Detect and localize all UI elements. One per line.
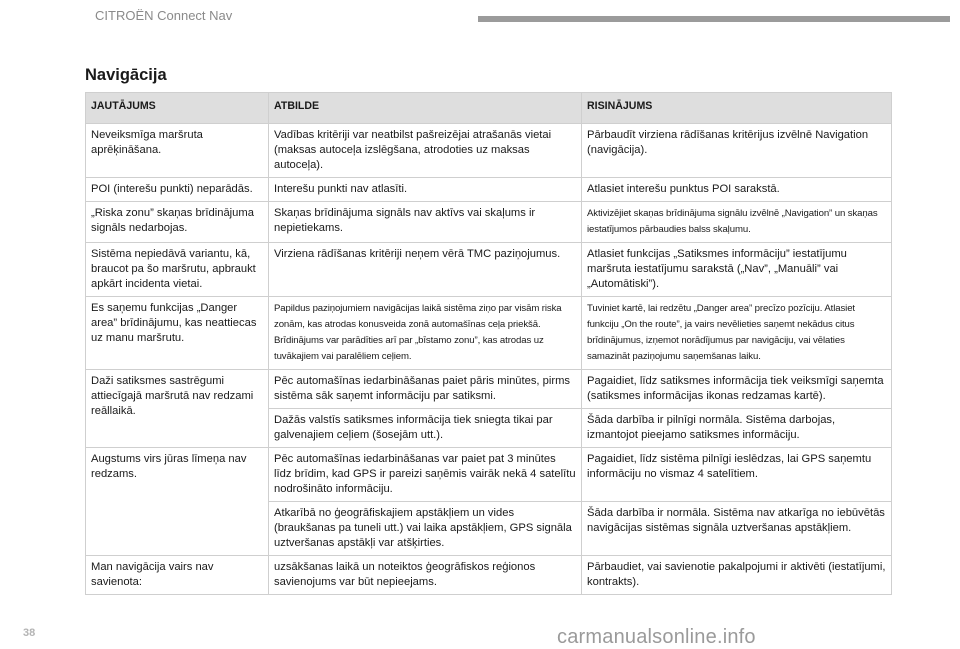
answer-cell: Interešu punkti nav atlasīti. bbox=[269, 178, 582, 202]
table-row bbox=[86, 202, 892, 243]
question-cell: „Riska zonu” skaņas brīdinājuma signāls nedarbojas. bbox=[86, 202, 269, 243]
column-header-solution: RISINĀJUMS bbox=[582, 93, 892, 124]
column-header-answer: ATBILDE bbox=[269, 93, 582, 124]
question-cell: Man navigācija vairs nav savienota: bbox=[86, 556, 269, 595]
question-cell: POI (interešu punkti) neparādās. bbox=[86, 178, 269, 202]
document-header-title: CITROËN Connect Nav bbox=[95, 8, 233, 23]
answer-cell: uzsākšanas laikā un noteiktos ģeogrāfiskos reģionos savienojums var būt nepieejams. bbox=[269, 556, 582, 595]
solution-cell: Atlasiet funkcijas „Satiksmes informāciju” iestatījumu maršruta iestatījumu sarakstā („Nav”, „Manuāli” vai „Automātiski”). bbox=[582, 243, 892, 297]
answer-cell: Vadības kritēriji var neatbilst pašreizējai atrašanās vietai (maksas autoceļa izslēgšana, atrodoties uz maksas autoceļa). bbox=[269, 124, 582, 178]
question-cell: Daži satiksmes sastrēgumi attiecīgajā maršrutā nav redzami reāllaikā. bbox=[86, 370, 269, 448]
question-cell: Sistēma nepiedāvā variantu, kā, braucot pa šo maršrutu, apbraukt apkārt incidenta vietai. bbox=[86, 243, 269, 297]
section-title: Navigācija bbox=[85, 66, 167, 84]
solution-cell: Pagaidiet, līdz satiksmes informācija tiek veiksmīgi saņemta (satiksmes informācijas ikonas redzamas kartē). bbox=[582, 370, 892, 409]
answer-cell: Pēc automašīnas iedarbināšanas var paiet pat 3 minūtes līdz brīdim, kad GPS ir pareizi saņēmis vairāk nekā 4 satelītu nodrošināto informāciju. bbox=[269, 448, 582, 502]
solution-cell: Atlasiet interešu punktus POI sarakstā. bbox=[582, 178, 892, 202]
table-row bbox=[86, 370, 892, 409]
header-bar bbox=[478, 16, 950, 22]
column-header-question: JAUTĀJUMS bbox=[86, 93, 269, 124]
answer-cell: Skaņas brīdinājuma signāls nav aktīvs vai skaļums ir nepietiekams. bbox=[269, 202, 582, 243]
question-cell: Neveiksmīga maršruta aprēķināšana. bbox=[86, 124, 269, 178]
table-header-row bbox=[86, 93, 892, 124]
answer-cell: Dažās valstīs satiksmes informācija tiek sniegta tikai par galvenajiem ceļiem (šosejām utt.). bbox=[269, 409, 582, 448]
solution-cell: Pārbaudīt virziena rādīšanas kritērijus izvēlnē Navigation (navigācija). bbox=[582, 124, 892, 178]
answer-cell: Atkarībā no ģeogrāfiskajiem apstākļiem un vides (braukšanas pa tuneli utt.) vai laika apstākļiem, GPS signāla uztveršanas apstākļi var atšķirties. bbox=[269, 502, 582, 556]
table-row bbox=[86, 243, 892, 297]
answer-cell: Virziena rādīšanas kritēriji neņem vērā TMC paziņojumus. bbox=[269, 243, 582, 297]
table-row bbox=[86, 448, 892, 502]
table-row bbox=[86, 124, 892, 178]
solution-cell: Šāda darbība ir normāla. Sistēma nav atkarīga no iebūvētās navigācijas sistēmas signāla uztveršanas apstākļiem. bbox=[582, 502, 892, 556]
solution-cell: Šāda darbība ir pilnīgi normāla. Sistēma darbojas, izmantojot pieejamo satiksmes informāciju. bbox=[582, 409, 892, 448]
table-row bbox=[86, 556, 892, 595]
page-number: 38 bbox=[23, 627, 36, 639]
solution-cell: Pagaidiet, līdz sistēma pilnīgi ieslēdzas, lai GPS saņemtu informāciju no vismaz 4 satelītiem. bbox=[582, 448, 892, 502]
question-cell: Augstums virs jūras līmeņa nav redzams. bbox=[86, 448, 269, 556]
answer-cell: Papildus paziņojumiem navigācijas laikā sistēma ziņo par visām riska zonām, kas atrodas konusveida zonā automašīnas ceļa priekšā. Brīdinājums var parādīties arī par „bīstamo zonu”, kas atrodas uz tuvākajiem vai paralēliem ceļiem. bbox=[269, 297, 582, 370]
troubleshooting-table bbox=[85, 92, 892, 595]
solution-cell: Aktivizējiet skaņas brīdinājuma signālu izvēlnē „Navigation” un skaņas iestatījumos pārbaudies balss skaļumu. bbox=[582, 202, 892, 243]
answer-cell: Pēc automašīnas iedarbināšanas paiet pāris minūtes, pirms sistēma sāk saņemt informāciju par satiksmi. bbox=[269, 370, 582, 409]
question-cell: Es saņemu funkcijas „Danger area” brīdinājumu, kas neattiecas uz manu maršrutu. bbox=[86, 297, 269, 370]
solution-cell: Tuviniet kartē, lai redzētu „Danger area” precīzo pozīciju. Atlasiet funkciju „On the route”, ja vairs nevēlieties saņemt nekādus citus brīdinājumus, izņemot norādījumus par navigāciju, vai vēlaties samazināt paziņojumu saņemšanas laiku. bbox=[582, 297, 892, 370]
table-row bbox=[86, 178, 892, 202]
solution-cell: Pārbaudiet, vai savienotie pakalpojumi ir aktivēti (iestatījumi, kontrakts). bbox=[582, 556, 892, 595]
watermark: carmanualsonline.info bbox=[557, 626, 756, 648]
table-row bbox=[86, 297, 892, 370]
